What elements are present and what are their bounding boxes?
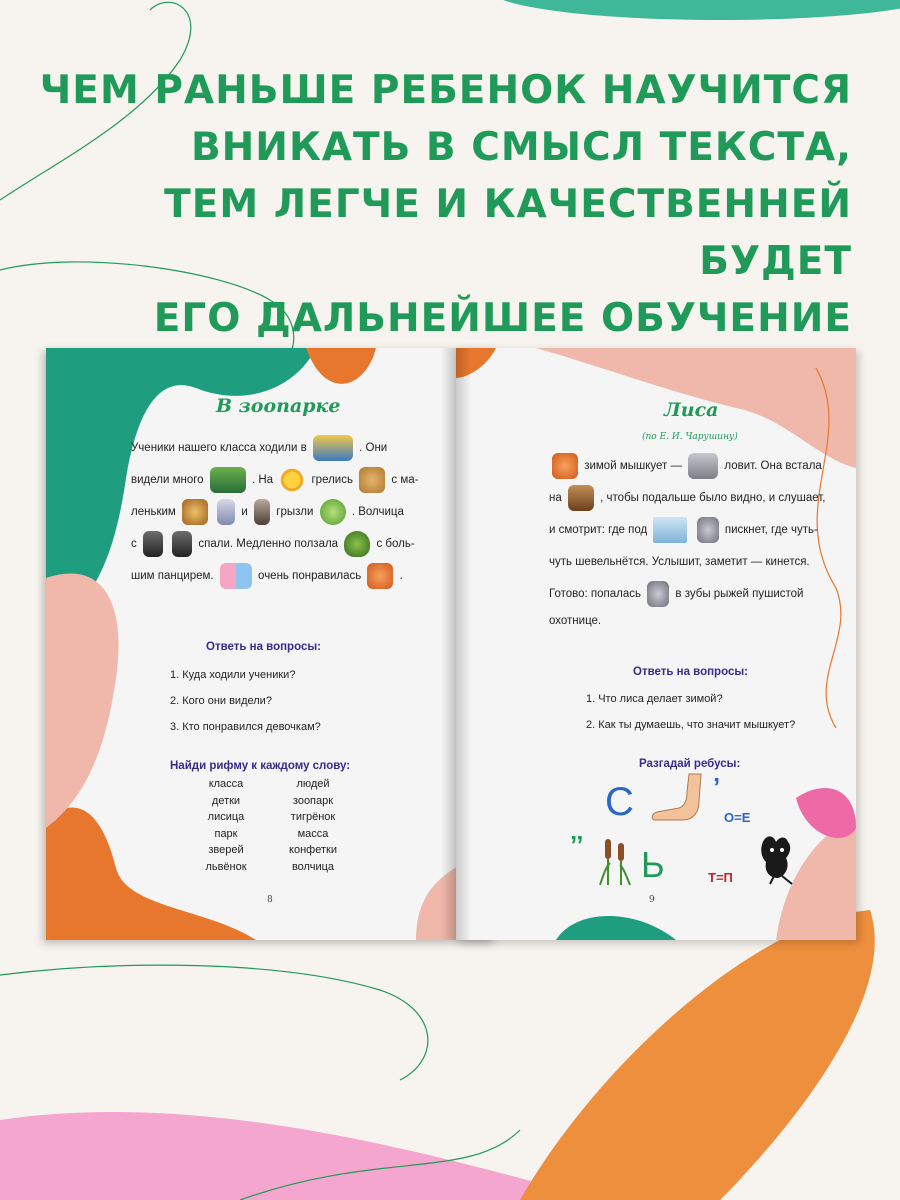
snow-picture: [653, 517, 687, 543]
rhyme-word: масса: [297, 827, 329, 840]
animals-picture: [210, 467, 246, 493]
story-line: [549, 546, 839, 578]
story-text: охотнице.: [549, 615, 602, 627]
rhyme-word: детки: [211, 794, 241, 807]
rhyme-word: зверей: [208, 844, 244, 856]
stump-picture: [568, 485, 594, 511]
leg-picture: [649, 772, 707, 828]
wolf-cub-picture: [143, 531, 163, 557]
story-text: . Волчица: [351, 506, 404, 518]
girls-picture: [220, 563, 252, 589]
story-text: спали. Медленно ползала: [198, 538, 339, 550]
story-text: . Они: [359, 442, 388, 454]
fox-picture: [552, 453, 578, 479]
rhyme-word: зоопарк: [292, 794, 334, 807]
story-line: [131, 528, 421, 560]
story-text: грелись: [311, 474, 353, 486]
mouse-picture: [647, 581, 669, 607]
story-line: [549, 514, 839, 546]
rhyme-word: людей: [296, 778, 330, 790]
rabbit-picture: [217, 499, 235, 525]
story-text: , чтобы подальше было видно, и слушает,: [600, 492, 826, 504]
left-page-story: [131, 432, 421, 592]
rhyme-heading: Найди рифму к каждому слову:: [170, 760, 351, 772]
story-text: с ма-: [391, 474, 419, 486]
left-questions-heading: Ответь на вопросы:: [206, 641, 322, 653]
story-text: с боль-: [376, 538, 415, 550]
rhyme-word: лисица: [207, 811, 245, 823]
rebus-apostrophes: ’’: [570, 830, 584, 860]
right-page-title: Лиса: [664, 399, 719, 421]
left-page-title: В зоопарке: [216, 395, 341, 417]
goat-picture: [752, 832, 800, 886]
story-text: видели много: [131, 474, 204, 486]
left-page: [46, 348, 496, 940]
rhyme-left-column: [186, 776, 266, 875]
story-text: и смотрит: где под: [549, 524, 648, 536]
sun-picture: [279, 467, 305, 493]
story-text: чуть шевельнётся. Услышит, заметит — кинется.: [549, 556, 810, 568]
left-question: 3. Кто понравился девочкам?: [170, 721, 321, 733]
rhyme-word: класса: [208, 778, 244, 790]
story-text: грызли: [276, 506, 314, 518]
right-questions-heading: Ответь на вопросы:: [633, 666, 749, 678]
cabbage-picture: [320, 499, 346, 525]
left-question: 1. Куда ходили ученики?: [170, 669, 296, 681]
rebus-rule: О=Е: [724, 810, 751, 825]
page-number-right: 9: [649, 895, 655, 905]
headline-line-4: ЕГО ДАЛЬНЕЙШЕЕ ОБУЧЕНИЕ: [153, 296, 852, 341]
cattail-picture: [596, 833, 634, 887]
story-text: шим панцирем.: [131, 570, 214, 582]
story-text: Готово: попалась: [549, 588, 641, 600]
story-text: очень понравилась: [258, 570, 362, 582]
zoo-picture: [313, 435, 353, 461]
story-line: [131, 432, 421, 464]
fox-picture: [367, 563, 393, 589]
story-text: . На: [251, 474, 274, 486]
story-text: леньким: [131, 506, 176, 518]
story-text: и: [241, 506, 248, 518]
lion-cub-picture: [182, 499, 208, 525]
headline-line-1: ЧЕМ РАНЬШЕ РЕБЕНОК НАУЧИТСЯ: [39, 68, 852, 113]
story-text: в зубы рыжей пушистой: [675, 588, 804, 600]
story-line: [131, 464, 421, 496]
mouse-picture: [697, 517, 719, 543]
left-question: 2. Кого они видели?: [170, 695, 272, 707]
rhyme-word: тигрёнок: [290, 811, 336, 823]
story-line: [131, 496, 421, 528]
headline: [32, 62, 852, 347]
rebus-rule: Т=П: [708, 870, 733, 885]
rhyme-word: львёнок: [205, 860, 247, 873]
open-book: [36, 348, 866, 943]
rebus-heading: Разгадай ребусы:: [639, 758, 741, 770]
book-gutter: [441, 348, 471, 940]
right-page: [456, 348, 856, 940]
story-text: с: [131, 538, 137, 550]
lion-cub-picture: [359, 467, 385, 493]
story-line: [549, 482, 839, 514]
story-line: [549, 610, 839, 632]
story-text: Ученики нашего класса ходили в: [131, 442, 307, 454]
rhyme-word: волчица: [291, 860, 335, 873]
headline-line-3: ТЕМ ЛЕГЧЕ И КАЧЕСТВЕННЕЙ БУДЕТ: [164, 182, 852, 284]
story-line: [549, 450, 839, 482]
rebus-apostrophe: ’: [713, 772, 721, 802]
rebus-letter: С: [605, 780, 634, 824]
right-question: 2. Как ты думаешь, что значит мышкует?: [586, 719, 796, 731]
turtle-picture: [344, 531, 370, 557]
story-line: [549, 578, 839, 610]
story-text: .: [399, 570, 403, 582]
mice-picture: [688, 453, 718, 479]
right-page-subtitle: (по Е. И. Чарушину): [642, 432, 738, 442]
story-text: на: [549, 492, 562, 504]
headline-line-2: ВНИКАТЬ В СМЫСЛ ТЕКСТА,: [190, 125, 852, 170]
right-page-story: [549, 450, 839, 632]
story-line: [131, 560, 421, 592]
rhyme-word: парк: [214, 827, 238, 840]
wolf-cub-picture: [172, 531, 192, 557]
story-text: зимой мышкует —: [584, 460, 682, 472]
rebus-soft-sign: Ь: [641, 844, 665, 885]
hare-picture: [254, 499, 270, 525]
story-text: пискнет, где чуть-: [724, 524, 818, 536]
right-question: 1. Что лиса делает зимой?: [586, 693, 723, 705]
rhyme-right-column: [268, 776, 358, 875]
story-text: ловит. Она встала: [724, 460, 822, 472]
rhyme-word: конфетки: [289, 844, 337, 856]
page-number-left: 8: [267, 895, 273, 905]
